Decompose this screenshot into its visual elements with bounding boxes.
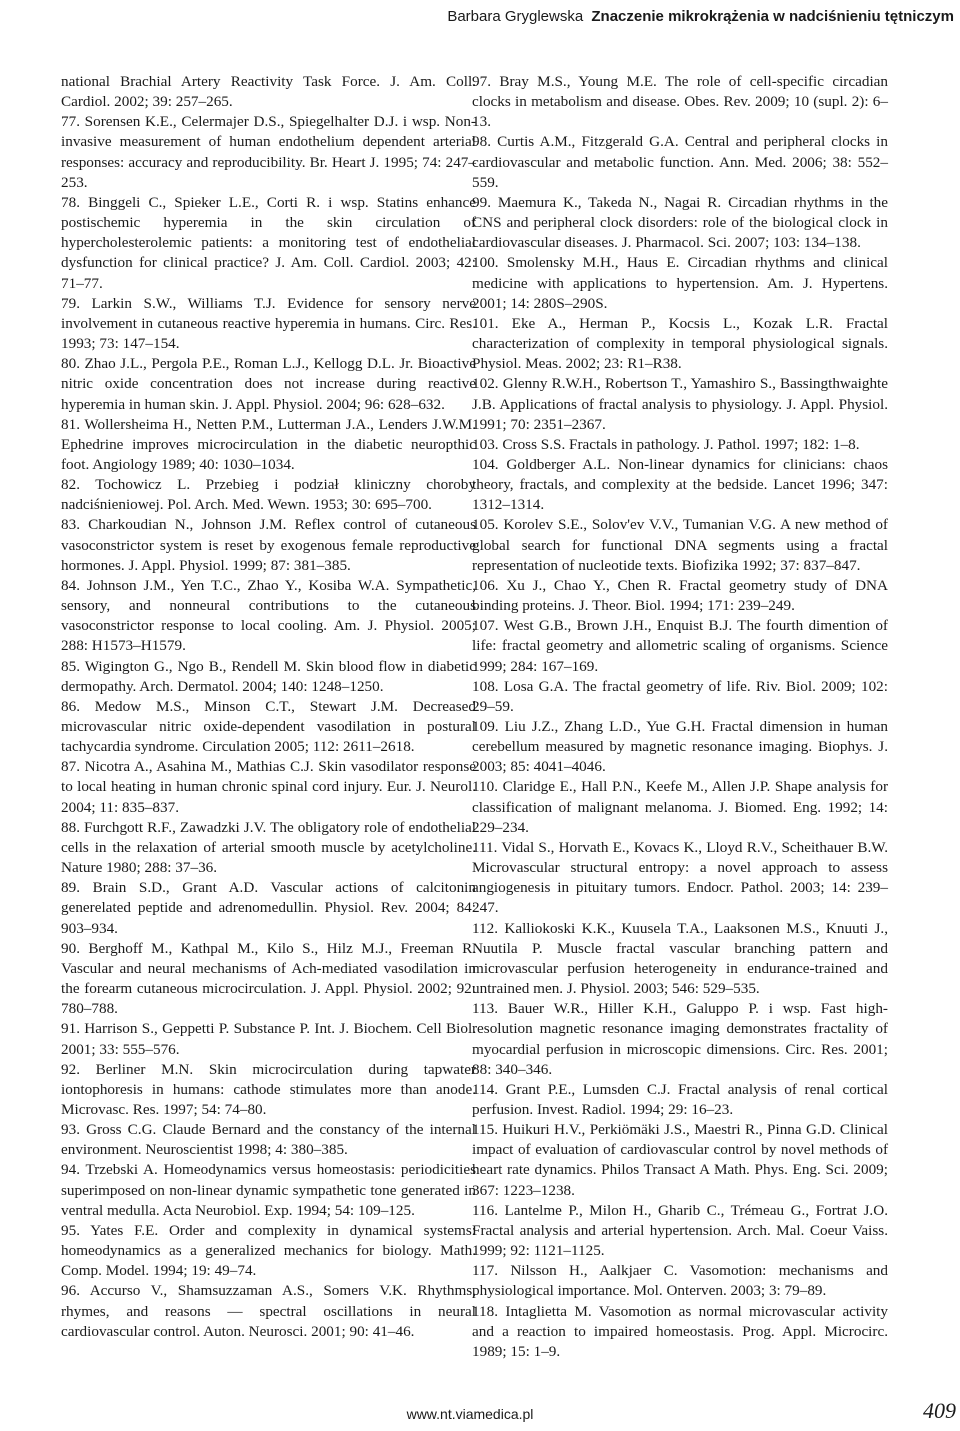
running-header (394, 4, 954, 30)
reference-entry: 110. Claridge E., Hall P.N., Keefe M., Allen J.P. Shape analysis for classification of malignant melanoma. J. Biomed. Eng. 1992; 14: 229–234. (472, 778, 888, 836)
reference-entry: 80. Zhao J.L., Pergola P.E., Roman L.J., Kellogg D.L. Jr. Bioactive nitric oxide concentration does not increase during reactive hyperemia in human skin. J. Appl. Physiol. 2004; 96: 628–632. (61, 355, 476, 413)
reference-entry: 116. Lantelme P., Milon H., Gharib C., Trémeau G., Fortrat J.O. Fractal analysis and arterial hypertension. Arch. Mal. Coeur Vaiss. 1999; 92: 1121–1125. (472, 1201, 888, 1260)
reference-entry: 97. Bray M.S., Young M.E. The role of cell-specific circadian clocks in metabolism and disease. Obes. Rev. 2009; 10 (supl. 2): 6–13. (472, 73, 888, 131)
reference-entry: 103. Cross S.S. Fractals in pathology. J. Pathol. 1997; 182: 1–8. (472, 435, 860, 453)
reference-entry: 99. Maemura K., Takeda N., Nagai R. Circadian rhythms in the CNS and peripheral clock disorders: role of the biological clock in cardiovascular diseases. J. Pharmacol. Sci. 2007; 103: 134–138. (472, 193, 888, 252)
reference-entry: 85. Wigington G., Ngo B., Rendell M. Skin blood flow in diabetic dermopathy. Arch. Dermatol. 2004; 140: 1248–1250. (61, 657, 476, 695)
header-title: Znaczenie mikrokrążenia w nadciśnieniu tętniczym (591, 8, 954, 25)
reference-entry: 108. Losa G.A. The fractal geometry of life. Riv. Biol. 2009; 102: 29–59. (472, 677, 888, 715)
reference-entry: 115. Huikuri H.V., Perkiömäki J.S., Maestri R., Pinna G.D. Clinical impact of evaluation of cardiovascular control by novel methods of heart rate dynamics. Philos Transact A Math. Phys. Eng. Sci. 2009; 367: 1223–1238. (472, 1121, 888, 1199)
reference-entry: 91. Harrison S., Geppetti P. Substance P. Int. J. Biochem. Cell Biol. 2001; 33: 555–576. (61, 1020, 476, 1058)
reference-entry: 83. Charkoudian N., Johnson J.M. Reflex control of cutaneous vasoconstrictor system is reset by exogenous female reproductive hormones. J. Appl. Physiol. 1999; 87: 381–385. (61, 516, 476, 574)
reference-entry: 86. Medow M.S., Minson C.T., Stewart J.M. Decreased microvascular nitric oxide-dependent vasodilation in postural tachycardia syndrome. Circulation 2005; 112: 2611–2618. (61, 697, 476, 756)
reference-entry: 114. Grant P.E., Lumsden C.J. Fractal analysis of renal cortical perfusion. Invest. Radiol. 1994; 29: 16–23. (472, 1080, 888, 1118)
reference-entry: 96. Accurso V., Shamsuzzaman A.S., Somers V.K. Rhythms, rhymes, and reasons — spectral oscillations in neural cardiovascular control. Auton. Neurosci. 2001; 90: 41–46. (61, 1282, 476, 1340)
reference-entry: 106. Xu J., Chao Y., Chen R. Fractal geometry study of DNA binding proteins. J. Theor. Biol. 1994; 171: 239–249. (472, 576, 888, 615)
reference-entry: 78. Binggeli C., Spieker L.E., Corti R. i wsp. Statins enhance postischemic hyperemia in the skin circulation of hypercholesterolemic patients: a monitoring test of endothelial dysfunction for clinical practice? J. Am. Coll. Cardiol. 2003; 42: 71–77. (61, 193, 476, 292)
footer-url: www.nt.viamedica.pl (406, 1406, 534, 1422)
reference-entry: 93. Gross C.G. Claude Bernard and the constancy of the internal environment. Neuroscientist 1998; 4: 380–385. (61, 1121, 476, 1159)
reference-entry: 79. Larkin S.W., Williams T.J. Evidence for sensory nerve involvement in cutaneous reactive hyperemia in humans. Circ. Res. 1993; 73: 147–154. (61, 294, 476, 353)
reference-entry: 111. Vidal S., Horvath E., Kovacs K., Lloyd R.V., Scheithauer B.W. Microvascular structural entropy: a novel approach to assess angiogenesis in pituitary tumors. Endocr. Pathol. 2003; 14: 239–247. (472, 838, 888, 917)
reference-entry: 90. Berghoff M., Kathpal M., Kilo S., Hilz M.J., Freeman R. Vascular and neural mechanisms of Ach-mediated vasodilation in the forearm cutaneous microcirculation. J. Appl. Physiol. 2002; 92: 780–788. (61, 939, 476, 1018)
reference-entry: national Brachial Artery Reactivity Task Force. J. Am. Coll. Cardiol. 2002; 39: 257–265. (61, 73, 476, 111)
reference-entry: 102. Glenny R.W.H., Robertson T., Yamashiro S., Bassingthwaighte J.B. Applications of fractal analysis to physiology. J. Appl. Physiol. 1991; 70: 2351–2367. (472, 375, 888, 433)
reference-entry: 117. Nilsson H., Aalkjaer C. Vasomotion: mechanisms and physiological importance. Mol. Onterven. 2003; 3: 79–89. (472, 1262, 888, 1300)
reference-entry: 100. Smolensky M.H., Haus E. Circadian rhythms and clinical medicine with applications to hypertension. Am. J. Hypertens. 2001; 14: 280S–290S. (472, 254, 888, 312)
reference-entry: 95. Yates F.E. Order and complexity in dynamical systems: homeodynamics as a generalized mechanics for biology. Math. Comp. Model. 1994; 19: 49–74. (61, 1221, 476, 1280)
reference-entry: 109. Liu J.Z., Zhang L.D., Yue G.H. Fractal dimension in human cerebellum measured by magnetic resonance imaging. Biophys. J. 2003; 85: 4041–4046. (472, 718, 888, 776)
reference-entry: 81. Wollersheima H., Netten P.M., Lutterman J.A., Lenders J.W.M. Ephedrine improves microcirculation in the diabetic neuropthic foot. Angiology 1989; 40: 1030–1034. (61, 415, 476, 473)
reference-entry: 82. Tochowicz L. Przebieg i podział kliniczny choroby nadciśnieniowej. Pol. Arch. Med. Wewn. 1953; 30: 695–700. (61, 476, 476, 514)
reference-entry: 104. Goldberger A.L. Non-linear dynamics for clinicians: chaos theory, fractals, and complexity at the bedside. Lancet 1996; 347: 1312–1314. (472, 455, 888, 514)
reference-entry: 101. Eke A., Herman P., Kocsis L., Kozak L.R. Fractal characterization of complexity in temporal physiological signals. Physiol. Meas. 2002; 23: R1–R38. (472, 314, 888, 373)
reference-entry: 98. Curtis A.M., Fitzgerald G.A. Central and peripheral clocks in cardiovascular and metabolic function. Ann. Med. 2006; 38: 552–559. (472, 133, 888, 191)
reference-entry: 88. Furchgott R.F., Zawadzki J.V. The obligatory role of endothelial cells in the relaxation of arterial smooth muscle by acetylcholine. Nature 1980; 288: 37–36. (61, 818, 476, 877)
reference-entry: 105. Korolev S.E., Solov'ev V.V., Tumanian V.G. A new method of global search for functional DNA segments using a fractal representation of nucleotide texts. Biofizika 1992; 37: 837–847. (472, 516, 888, 574)
reference-entry: 118. Intaglietta M. Vasomotion as normal microvascular activity and a reaction to impaired homeostasis. Prog. Appl. Microcirc. 1989; 15: 1–9. (472, 1302, 888, 1360)
reference-entry: 94. Trzebski A. Homeodynamics versus homeostasis: periodicities superimposed on non-linear dynamic sympathetic tone generated in ventral medulla. Acta Neurobiol. Exp. 1994; 54: 109–125. (61, 1161, 476, 1219)
reference-list-right-column (472, 72, 888, 1362)
reference-entry: 77. Sorensen K.E., Celermajer D.S., Spiegelhalter D.J. i wsp. Non-invasive measurement of human endothelium dependent arterial responses: accuracy and reproducibility. Br. Heart J. 1995; 74: 247–253. (61, 113, 476, 191)
header-authors: Barbara Gryglewska (447, 8, 584, 25)
reference-entry: 113. Bauer W.R., Hiller K.H., Galuppo P. i wsp. Fast high-resolution magnetic resonance imaging demonstrates fractality of myocardial perfusion in microscopic dimensions. Circ. Res. 2001; 88: 340–346. (472, 1000, 888, 1078)
reference-list-left-column (61, 72, 476, 1342)
reference-entry: 92. Berliner M.N. Skin microcirculation during tapwater iontophoresis in humans: cathode stimulates more than anode. Microvasc. Res. 1997; 54: 74–80. (61, 1060, 476, 1118)
reference-entry: 89. Brain S.D., Grant A.D. Vascular actions of calcitonin generelated peptide and adrenomedullin. Physiol. Rev. 2004; 84: 903–934. (61, 879, 476, 937)
reference-entry: 112. Kalliokoski K.K., Kuusela T.A., Laaksonen M.S., Knuuti J., Nuutila P. Muscle fractal vascular branching pattern and microvascular perfusion heterogeneity in endurance-trained and untrained men. J. Physiol. 2003; 546: 529–535. (472, 919, 888, 998)
reference-entry: 87. Nicotra A., Asahina M., Mathias C.J. Skin vasodilator response to local heating in human chronic spinal cord injury. Eur. J. Neurol. 2004; 11: 835–837. (61, 758, 476, 816)
reference-entry: 84. Johnson J.M., Yen T.C., Zhao Y., Kosiba W.A. Sympathetic, sensory, and nonneural contributions to the cutaneous vasoconstrictor response to local cooling. Am. J. Physiol. 2005; 288: H1573–H1579. (61, 576, 476, 655)
page-number: 409 (923, 1398, 956, 1423)
reference-entry: 107. West G.B., Brown J.H., Enquist B.J. The fourth dimention of life: fractal geometry and allometric scaling of organisms. Science 1999; 284: 167–169. (472, 617, 888, 675)
